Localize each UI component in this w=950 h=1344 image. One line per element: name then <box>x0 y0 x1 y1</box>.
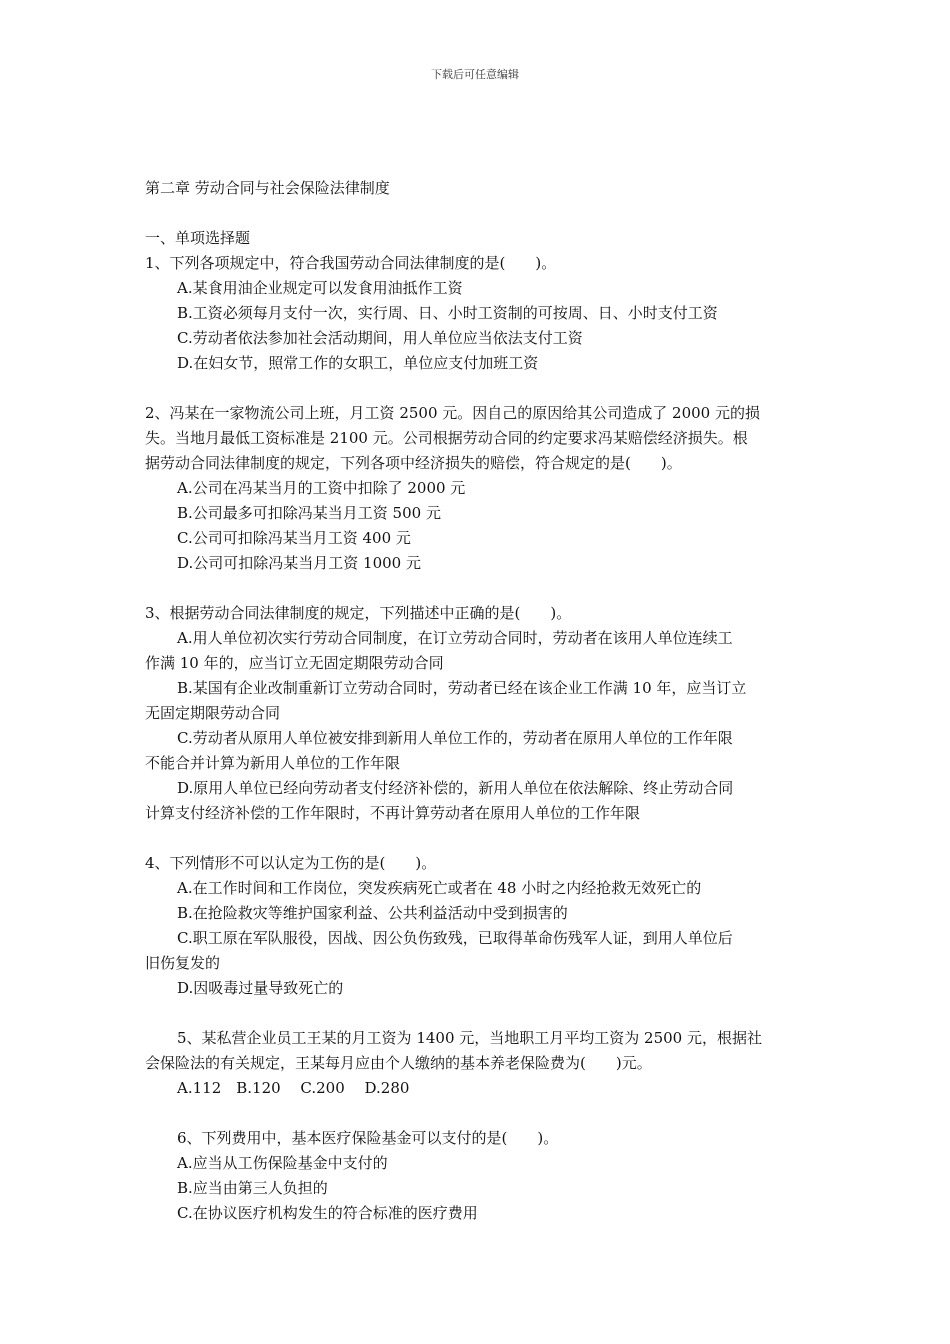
option-d: D.因吸毒过量导致死亡的 <box>177 979 344 997</box>
option-b: B.公司最多可扣除冯某当月工资 500 元 <box>177 504 441 522</box>
question-stem: 1、下列各项规定中，符合我国劳动合同法律制度的是( )。 <box>145 254 557 272</box>
question-stem: 2、冯某在一家物流公司上班，月工资 2500 元。因自己的原因给其公司造成了 2000 元的损 <box>145 404 760 422</box>
question-6 <box>145 1126 809 1226</box>
option-d: D.公司可扣除冯某当月工资 1000 元 <box>177 554 421 572</box>
question-4 <box>145 851 809 1001</box>
option-a: A.应当从工伤保险基金中支付的 <box>177 1154 388 1172</box>
question-5 <box>145 1026 809 1101</box>
option-c: C.劳动者依法参加社会活动期间，用人单位应当依法支付工资 <box>177 329 583 347</box>
question-stem: 4、下列情形不可以认定为工伤的是( )。 <box>145 854 437 872</box>
option-d-cont: 计算支付经济补偿的工作年限时，不再计算劳动者在原用人单位的工作年限 <box>145 804 641 822</box>
question-stem: 6、下列费用中，基本医疗保险基金可以支付的是( )。 <box>177 1129 559 1147</box>
question-stem: 5、某私营企业员工王某的月工资为 1400 元，当地职工月平均工资为 2500 元，根据社 <box>177 1029 762 1047</box>
chapter-title: 第二章 劳动合同与社会保险法律制度 <box>145 179 390 197</box>
options-inline: A.112 B.120 C.200 D.280 <box>177 1079 410 1097</box>
option-c: C.在协议医疗机构发生的符合标准的医疗费用 <box>177 1204 478 1222</box>
option-c: C.公司可扣除冯某当月工资 400 元 <box>177 529 411 547</box>
option-a: A.用人单位初次实行劳动合同制度，在订立劳动合同时，劳动者在该用人单位连续工 <box>177 629 733 647</box>
option-c-cont: 旧伤复发的 <box>145 954 221 972</box>
question-stem: 失。当地月最低工资标准是 2100 元。公司根据劳动合同的约定要求冯某赔偿经济损失。根 <box>145 429 748 447</box>
option-a: A.某食用油企业规定可以发食用油抵作工资 <box>177 279 463 297</box>
option-c: C.劳动者从原用人单位被安排到新用人单位工作的，劳动者在原用人单位的工作年限 <box>177 729 733 747</box>
question-1 <box>145 251 809 376</box>
section-title: 一、单项选择题 <box>145 229 251 247</box>
option-c-cont: 不能合并计算为新用人单位的工作年限 <box>145 754 401 772</box>
option-a: A.在工作时间和工作岗位，突发疾病死亡或者在 48 小时之内经抢救无效死亡的 <box>177 879 702 897</box>
option-c: C.职工原在军队服役，因战、因公负伤致残，已取得革命伤残军人证，到用人单位后 <box>177 929 733 947</box>
option-b-cont: 无固定期限劳动合同 <box>145 704 281 722</box>
option-a: A.公司在冯某当月的工资中扣除了 2000 元 <box>177 479 466 497</box>
question-stem: 会保险法的有关规定，王某每月应由个人缴纳的基本养老保险费为( )元。 <box>145 1054 652 1072</box>
option-b: B.应当由第三人负担的 <box>177 1179 328 1197</box>
option-d: D.原用人单位已经向劳动者支付经济补偿的，新用人单位在依法解除、终止劳动合同 <box>177 779 734 797</box>
document-body <box>145 176 809 1226</box>
option-a-cont: 作满 10 年的，应当订立无固定期限劳动合同 <box>145 654 444 672</box>
option-b: B.工资必须每月支付一次，实行周、日、小时工资制的可按周、日、小时支付工资 <box>177 304 718 322</box>
page-header: 下载后可任意编辑 <box>431 68 519 81</box>
question-3 <box>145 601 809 826</box>
question-2 <box>145 401 809 576</box>
option-b: B.在抢险救灾等维护国家利益、公共利益活动中受到损害的 <box>177 904 568 922</box>
option-d: D.在妇女节，照常工作的女职工，单位应支付加班工资 <box>177 354 539 372</box>
question-stem: 据劳动合同法律制度的规定，下列各项中经济损失的赔偿，符合规定的是( )。 <box>145 454 682 472</box>
option-b: B.某国有企业改制重新订立劳动合同时，劳动者已经在该企业工作满 10 年，应当订立 <box>177 679 747 697</box>
question-stem: 3、根据劳动合同法律制度的规定，下列描述中正确的是( )。 <box>145 604 572 622</box>
